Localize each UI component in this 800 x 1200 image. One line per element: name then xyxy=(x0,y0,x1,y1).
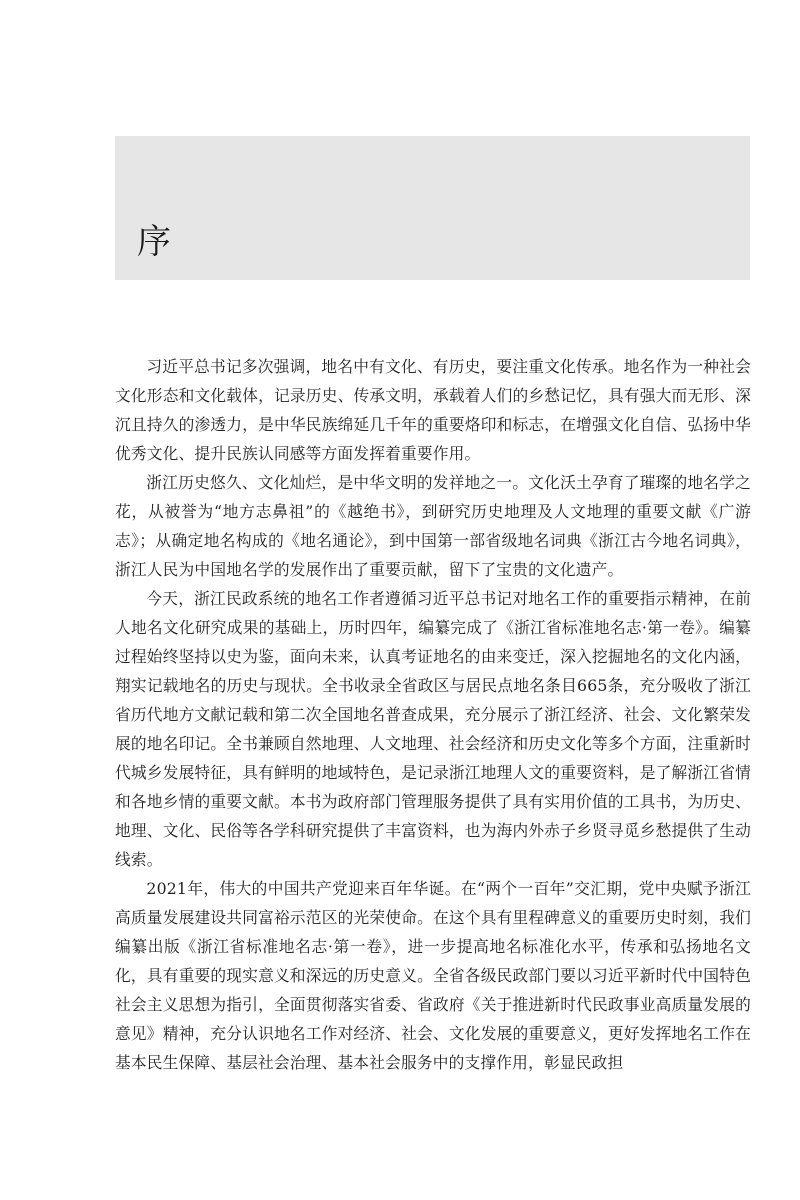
paragraph-3: 今天，浙江民政系统的地名工作者遵循习近平总书记对地名工作的重要指示精神，在前人地名文化研究成果的基础上，历时四年，编纂完成了《浙江省标准地名志·第一卷》。编纂过程始终坚持以史为鉴，面向未来，认真考证地名的由来变迁，深入挖掘地名的文化内涵，翔实记载地名的历史与现状。全书收录全省政区与居民点地名条目665条，充分吸收了浙江省历代地方文献记载和第二次全国地名普查成果，充分展示了浙江经济、社会、文化繁荣发展的地名印记。全书兼顾自然地理、人文地理、社会经济和历史文化等多个方面，注重新时代城乡发展特征，具有鲜明的地域特色，是记录浙江地理人文的重要资料，是了解浙江省情和各地乡情的重要文献。本书为政府部门管理服务提供了具有实用价值的工具书，为历史、地理、文化、民俗等各学科研究提供了丰富资料，也为海内外赤子乡贤寻觅乡愁提供了生动线索。 xyxy=(115,589,751,869)
body-text xyxy=(115,352,751,1077)
page-title: 序 xyxy=(137,222,171,262)
paragraph-4: 2021年，伟大的中国共产党迎来百年华诞。在“两个一百年”交汇期，党中央赋予浙江高质量发展建设共同富裕示范区的光荣使命。在这个具有里程碑意义的重要历史时刻，我们编纂出版《浙江省标准地名志·第一卷》，进一步提高地名标准化水平，传承和弘扬地名文化，具有重要的现实意义和深远的历史意义。全省各级民政部门要以习近平新时代中国特色社会主义思想为指引，全面贯彻落实省委、省政府《关于推进新时代民政事业高质量发展的意见》精神，充分认识地名工作对经济、社会、文化发展的重要意义，更好发挥地名工作在基本民生保障、基层社会治理、基本社会服务中的支撑作用，彰显民政担 xyxy=(115,879,751,1072)
title-band xyxy=(115,136,750,280)
paragraph-2: 浙江历史悠久、文化灿烂，是中华文明的发祥地之一。文化沃土孕育了璀璨的地名学之花，从被誉为“地方志鼻祖”的《越绝书》，到研究历史地理及人文地理的重要文献《广游志》；从确定地名构成的《地名通论》，到中国第一部省级地名词典《浙江古今地名词典》，浙江人民为中国地名学的发展作出了重要贡献，留下了宝贵的文化遗产。 xyxy=(115,473,751,579)
paragraph-1: 习近平总书记多次强调，地名中有文化、有历史，要注重文化传承。地名作为一种社会文化形态和文化载体，记录历史、传承文明，承载着人们的乡愁记忆，具有强大而无形、深沉且持久的渗透力，是中华民族绵延几千年的重要烙印和标志，在增强文化自信、弘扬中华优秀文化、提升民族认同感等方面发挥着重要作用。 xyxy=(115,357,751,463)
